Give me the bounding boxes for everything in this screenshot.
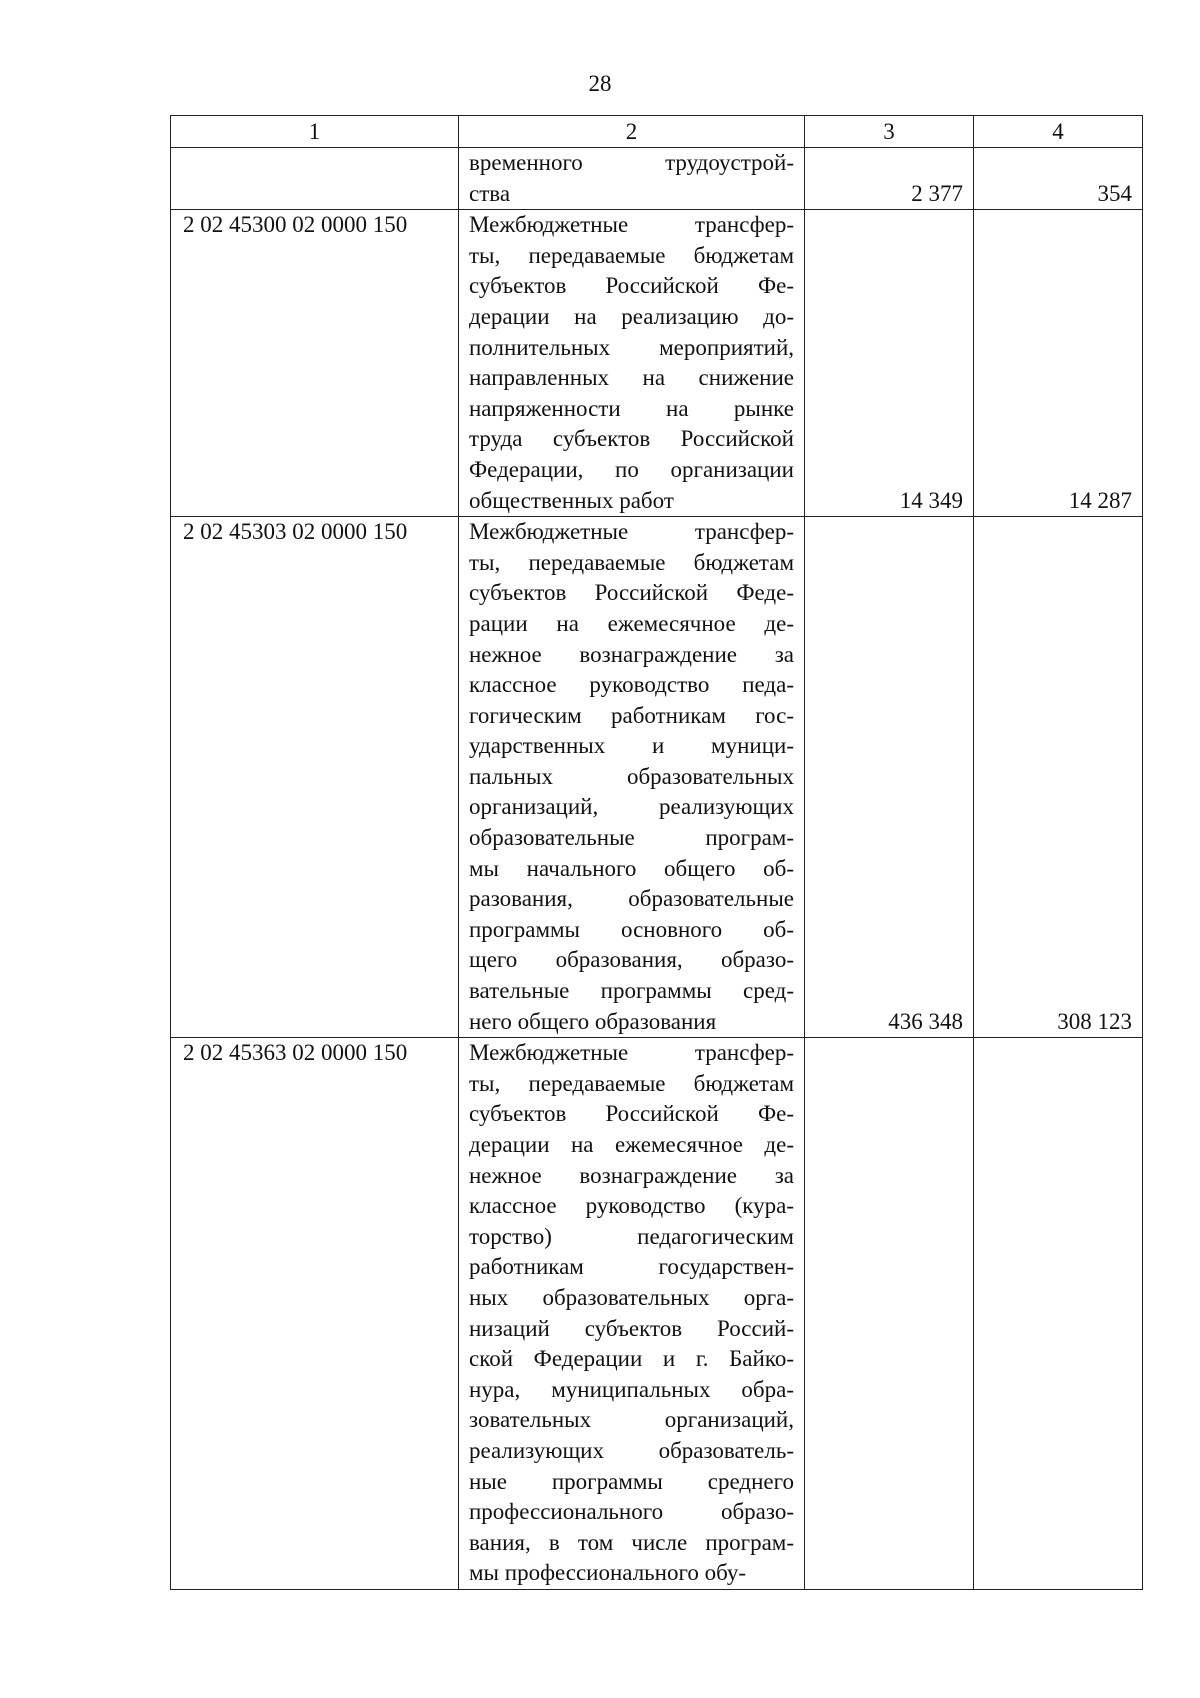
amount-column-4-cell: 354 bbox=[974, 148, 1143, 210]
description-line: нежное вознаграждение за bbox=[469, 641, 794, 667]
description-line: классное руководство (кура- bbox=[469, 1193, 794, 1219]
description-line: программы основного об- bbox=[469, 916, 794, 942]
description-line: реализующих образователь- bbox=[469, 1437, 794, 1463]
amount-column-3-cell: 436 348 bbox=[805, 517, 974, 1038]
description-line: него общего образования bbox=[469, 1008, 717, 1034]
table-row bbox=[171, 210, 1143, 517]
description-line: ства bbox=[469, 180, 511, 206]
description-cell bbox=[459, 517, 805, 1038]
description-line: ты, передаваемые бюджетам bbox=[469, 549, 794, 575]
amount-column-3-cell: 2 377 bbox=[805, 148, 974, 210]
budget-table-body bbox=[171, 116, 1143, 1590]
description-line: классное руководство педа- bbox=[469, 672, 794, 698]
amount-column-4-cell: 14 287 bbox=[974, 210, 1143, 517]
amount-column-4-cell bbox=[974, 1038, 1143, 1590]
description-line: низаций субъектов Россий- bbox=[469, 1315, 794, 1341]
description-line: мы начального общего об- bbox=[469, 855, 794, 881]
amount-column-3-cell bbox=[805, 1038, 974, 1590]
description-line: вания, в том числе програм- bbox=[469, 1529, 794, 1555]
description-line: работникам государствен- bbox=[469, 1254, 794, 1280]
description-line: нежное вознаграждение за bbox=[469, 1162, 794, 1188]
description-line: образовательные програм- bbox=[469, 825, 794, 851]
description-line: субъектов Российской Фе- bbox=[469, 273, 794, 299]
budget-code-cell: 2 02 45300 02 0000 150 bbox=[171, 210, 459, 517]
description-line: напряженности на рынке bbox=[469, 395, 794, 421]
description-line: пальных образовательных bbox=[469, 763, 794, 789]
table-row bbox=[171, 1038, 1143, 1590]
description-line: вательные программы сред- bbox=[469, 978, 794, 1004]
description-line: разования, образовательные bbox=[469, 886, 794, 912]
description-cell bbox=[459, 1038, 805, 1590]
description-line: Межбюджетные трансфер- bbox=[469, 212, 794, 238]
table-row bbox=[171, 148, 1143, 210]
column-number-1: 1 bbox=[171, 116, 459, 148]
budget-code-cell: 2 02 45303 02 0000 150 bbox=[171, 517, 459, 1038]
description-line: Федерации, по организации bbox=[469, 456, 794, 482]
description-line: полнительных мероприятий, bbox=[469, 334, 794, 360]
description-line: направленных на снижение bbox=[469, 365, 794, 391]
description-line: дерации на ежемесячное де- bbox=[469, 1132, 794, 1157]
description-line: дерации на реализацию до- bbox=[469, 303, 794, 329]
budget-table bbox=[170, 115, 1143, 1590]
budget-code-cell bbox=[171, 148, 459, 210]
table-row bbox=[171, 517, 1143, 1038]
description-line: ты, передаваемые бюджетам bbox=[469, 242, 794, 268]
description-line: торство) педагогическим bbox=[469, 1223, 794, 1249]
description-line: ской Федерации и г. Байко- bbox=[469, 1346, 794, 1372]
description-cell bbox=[459, 148, 805, 210]
description-line: гогическим работникам гос- bbox=[469, 702, 794, 728]
description-line: зовательных организаций, bbox=[469, 1407, 794, 1433]
column-number-2: 2 bbox=[459, 116, 805, 148]
description-line: нура, муниципальных обра- bbox=[469, 1376, 794, 1402]
description-line: общественных работ bbox=[469, 487, 674, 513]
description-cell bbox=[459, 210, 805, 517]
page-number: 28 bbox=[588, 71, 612, 96]
description-line: организаций, реализующих bbox=[469, 794, 794, 820]
table-header-row bbox=[171, 116, 1143, 148]
description-line: рации на ежемесячное де- bbox=[469, 610, 794, 636]
description-line: ты, передаваемые бюджетам bbox=[469, 1070, 794, 1096]
description-line: мы профессионального обу- bbox=[469, 1560, 747, 1586]
column-number-3: 3 bbox=[805, 116, 974, 148]
amount-column-4-cell: 308 123 bbox=[974, 517, 1143, 1038]
description-line: ударственных и муници- bbox=[469, 733, 794, 759]
description-line: временного трудоустрой- bbox=[469, 150, 794, 175]
description-line: ные программы среднего bbox=[469, 1468, 794, 1494]
description-line: щего образования, образо- bbox=[469, 947, 794, 973]
description-line: Межбюджетные трансфер- bbox=[469, 1040, 794, 1066]
description-line: Межбюджетные трансфер- bbox=[469, 519, 794, 545]
description-line: профессионального образо- bbox=[469, 1499, 794, 1525]
description-line: труда субъектов Российской bbox=[469, 426, 794, 452]
amount-column-3-cell: 14 349 bbox=[805, 210, 974, 517]
column-number-4: 4 bbox=[974, 116, 1143, 148]
description-line: субъектов Российской Феде- bbox=[469, 580, 794, 606]
description-line: ных образовательных орга- bbox=[469, 1284, 794, 1310]
description-line: субъектов Российской Фе- bbox=[469, 1101, 794, 1127]
budget-code-cell: 2 02 45363 02 0000 150 bbox=[171, 1038, 459, 1590]
